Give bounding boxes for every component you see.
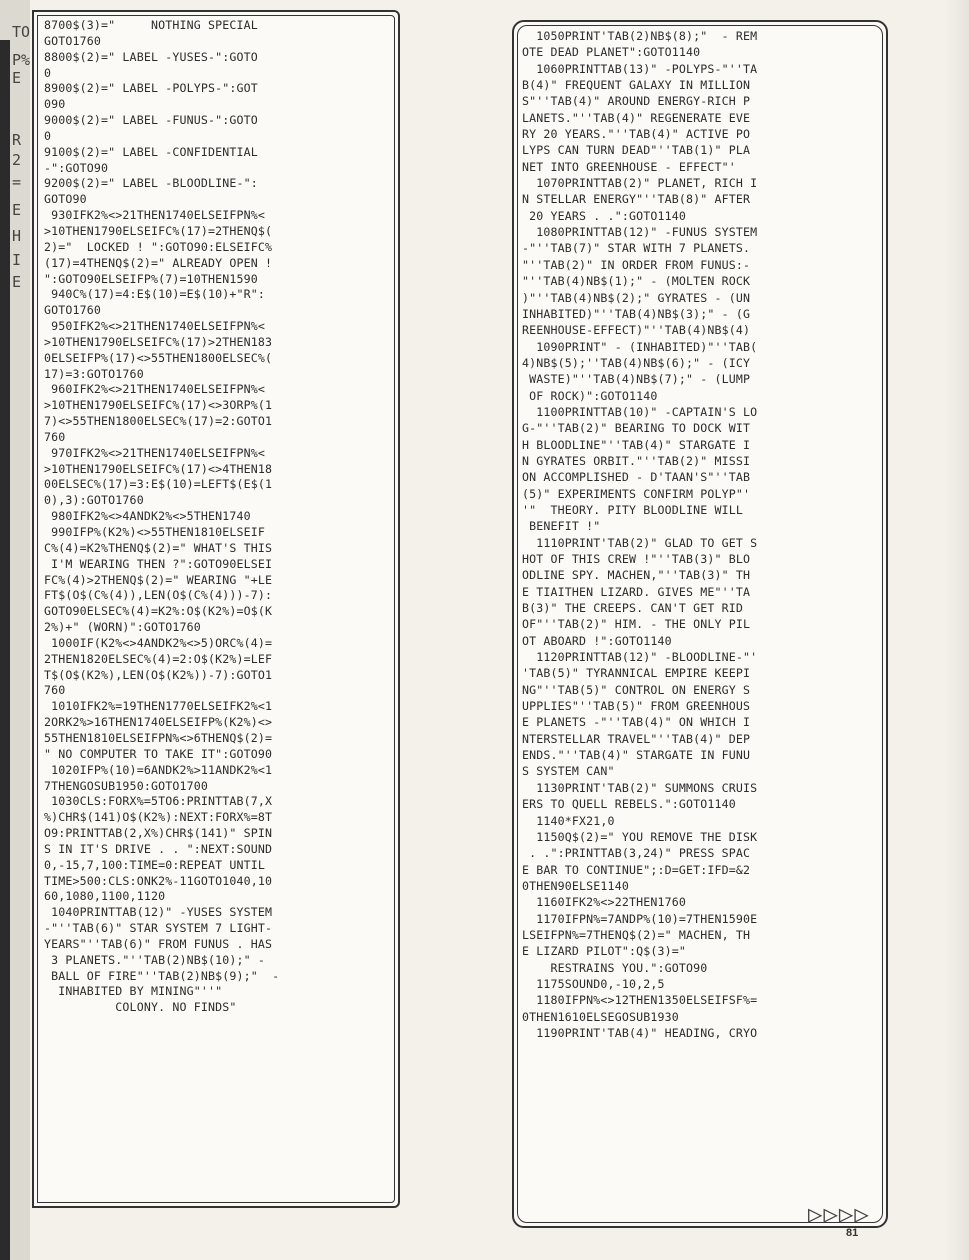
code-line: 1050PRINT'TAB(2)NB$(8);" - REM [522, 29, 758, 43]
code-line: BALL OF FIRE"''TAB(2)NB$(9);" - [44, 968, 280, 983]
code-line: S SYSTEM CAN" [522, 764, 615, 779]
code-line: 980IFK2%<>4ANDK2%<>5THEN1740 [44, 509, 251, 524]
facing-page-text-fragment: E [12, 273, 22, 291]
code-line: OF"''TAB(2)" HIM. - THE ONLY PIL [522, 617, 751, 632]
code-line: ERS TO QUELL REBELS.":GOTO1140 [522, 797, 736, 812]
code-line: GOTO90ELSEC%(4)=K2%:O$(K2%)=O$(K [44, 604, 273, 619]
code-line: 2%)+" (WORN)":GOTO1760 [44, 620, 201, 635]
code-line: 8800$(2)=" LABEL -YUSES-":GOTO [44, 49, 258, 64]
code-line: 9100$(2)=" LABEL -CONFIDENTIAL [44, 144, 258, 159]
code-line: 3 PLANETS."''TAB(2)NB$(10);" - [44, 952, 266, 967]
code-line: 0),3):GOTO1760 [44, 493, 144, 508]
code-line: >10THEN1790ELSEIFC%(17)<>4THEN18 [44, 461, 273, 476]
code-line: >10THEN1790ELSEIFC%(17)<>3ORP%(1 [44, 398, 273, 413]
code-line: YEARS"''TAB(6)" FROM FUNUS . HAS [44, 936, 273, 951]
code-line: GOTO1760 [44, 303, 102, 318]
code-line: 1120PRINTTAB(12)" -BLOODLINE-"' [522, 650, 758, 665]
code-line: 20 YEARS . .":GOTO1140 [522, 208, 686, 223]
code-line: 1100PRINTTAB(10)" -CAPTAIN'S LO [522, 404, 758, 419]
code-line: 1110PRINT'TAB(2)" GLAD TO GET S [522, 535, 758, 550]
page-number: 81 [846, 1227, 859, 1239]
code-line: N STELLAR ENERGY"''TAB(8)" AFTER [522, 192, 751, 207]
code-line: "''TAB(2)" IN ORDER FROM FUNUS:- [522, 257, 751, 272]
code-line: 960IFK2%<>21THEN1740ELSEIFPN%< [44, 382, 266, 397]
code-line: REENHOUSE-EFFECT)"''TAB(4)NB$(4) [522, 323, 751, 338]
code-line: )"''TAB(4)NB$(2);" GYRATES - (UN [522, 290, 751, 305]
code-line: -":GOTO90 [44, 160, 109, 175]
code-line: GOTO1760 [44, 33, 102, 48]
code-line: 1160IFK2%<>22THEN1760 [522, 895, 686, 910]
code-line: >10THEN1790ELSEIFC%(17)>2THEN183 [44, 334, 273, 349]
facing-page-text-fragment: E [12, 201, 22, 219]
facing-page-text-fragment: E [12, 69, 22, 87]
code-line: 090 [44, 97, 66, 112]
previous-page-edge [0, 0, 30, 1260]
code-line: LYPS CAN TURN DEAD"''TAB(1)" PLA [522, 143, 751, 158]
code-line: 8700$(3)=" NOTHING SPECIAL [44, 18, 258, 32]
right-program-listing [512, 20, 888, 1228]
code-line: FC%(4)>2THENQ$(2)=" WEARING "+LE [44, 572, 273, 587]
code-line: 930IFK2%<>21THEN1740ELSEIFPN%< [44, 208, 266, 223]
code-line: NET INTO GREENHOUSE - EFFECT"' [522, 159, 736, 174]
code-line: 7THENGOSUB1950:GOTO1700 [44, 778, 208, 793]
code-line: -"''TAB(7)" STAR WITH 7 PLANETS. [522, 241, 751, 256]
code-line: I'M WEARING THEN ?":GOTO90ELSEI [44, 556, 273, 571]
facing-page-text-fragment: R [12, 131, 22, 149]
code-line: 1010IFK2%=19THEN1770ELSEIFK2%<1 [44, 699, 273, 714]
code-line: NG"''TAB(5)" CONTROL ON ENERGY S [522, 682, 751, 697]
code-line: GOTO90 [44, 192, 87, 207]
code-line: . .":PRINTTAB(3,24)" PRESS SPAC [522, 846, 751, 861]
code-line: RY 20 YEARS."''TAB(4)" ACTIVE PO [522, 127, 751, 142]
code-line: 4)NB$(5);''TAB(4)NB$(6);" - (ICY [522, 355, 751, 370]
code-line: B(3)" THE CREEPS. CAN'T GET RID [522, 601, 744, 616]
code-line: E PLANETS -"''TAB(4)" ON WHICH I [522, 715, 751, 730]
code-line: 0THEN1610ELSEGOSUB1930 [522, 1009, 679, 1024]
code-line: 760 [44, 683, 66, 698]
code-line: 1030CLS:FORX%=5TO6:PRINTTAB(7,X [44, 794, 273, 809]
code-line: WASTE)"''TAB(4)NB$(7);" - (LUMP [522, 372, 751, 387]
code-line: T$(O$(K2%),LEN(O$(K2%))-7):GOTO1 [44, 667, 273, 682]
code-line: LSEIFPN%=7THENQ$(2)=" MACHEN, TH [522, 927, 751, 942]
code-line: 1020IFP%(10)=6ANDK2%>11ANDK2%<1 [44, 762, 273, 777]
code-line: 9200$(2)=" LABEL -BLOODLINE-": [44, 176, 258, 191]
continue-arrows-icon: ▷▷▷▷ [808, 1200, 870, 1228]
facing-page-text-fragment: H [12, 227, 22, 245]
code-line: '" THEORY. PITY BLOODLINE WILL [522, 502, 744, 517]
code-line: 2)=" LOCKED ! ":GOTO90:ELSEIFC% [44, 239, 273, 254]
code-line: 990IFP%(K2%)<>55THEN1810ELSEIF [44, 525, 266, 539]
code-line: ODLINE SPY. MACHEN,"''TAB(3)" TH [522, 568, 751, 583]
code-line: E BAR TO CONTINUE";:D=GET:IFD=&2 [522, 862, 751, 877]
code-line: 1080PRINTTAB(12)" -FUNUS SYSTEM [522, 225, 758, 240]
code-line: 950IFK2%<>21THEN1740ELSEIFPN%< [44, 319, 266, 334]
code-line: S IN IT'S DRIVE . . ":NEXT:SOUND [44, 841, 273, 856]
code-line: ON ACCOMPLISHED - D'TAAN'S"''TAB [522, 470, 751, 485]
code-line: C%(4)=K2%THENQ$(2)=" WHAT'S THIS [44, 540, 273, 555]
code-line: (5)" EXPERIMENTS CONFIRM POLYP"' [522, 486, 751, 501]
binding-shadow [0, 40, 10, 1260]
code-line: 0 [44, 65, 52, 80]
code-line: 'TAB(5)" TYRANNICAL EMPIRE KEEPI [522, 666, 751, 681]
code-line: N GYRATES ORBIT."''TAB(2)" MISSI [522, 453, 751, 468]
code-line: FT$(O$(C%(4)),LEN(O$(C%(4)))-7): [44, 588, 273, 603]
code-line: 0 [44, 128, 52, 143]
code-line: 0,-15,7,100:TIME=0:REPEAT UNTIL [44, 857, 266, 872]
code-line: 1060PRINTTAB(13)" -POLYPS-"''TA [522, 61, 758, 76]
code-line: RESTRAINS YOU.":GOTO90 [522, 960, 708, 975]
code-line: H BLOODLINE"''TAB(4)" STARGATE I [522, 437, 751, 452]
code-line: LANETS."''TAB(4)" REGENERATE EVE [522, 110, 751, 125]
code-line: TIME>500:CLS:ONK2%-11GOTO1040,10 [44, 873, 273, 888]
facing-page-text-fragment: TO [12, 23, 30, 41]
right-listing-code [522, 28, 880, 1041]
code-line: 00ELSEC%(17)=3:E$(10)=LEFT$(E$(1 [44, 477, 273, 492]
code-line: 1070PRINTTAB(2)" PLANET, RICH I [522, 176, 758, 191]
code-line: 0ELSEIFP%(17)<>55THEN1800ELSEC%( [44, 350, 273, 365]
facing-page-text-fragment: I [12, 251, 22, 269]
code-line: INHABITED)"''TAB(4)NB$(3);" - (G [522, 306, 751, 321]
code-line: 2ORK2%>16THEN1740ELSEIFP%(K2%)<> [44, 715, 273, 730]
code-line: 1150Q$(2)=" YOU REMOVE THE DISK [522, 829, 758, 844]
left-listing-code [44, 18, 392, 1016]
code-line: 940C%(17)=4:E$(10)=E$(10)+"R": [44, 287, 266, 302]
code-line: 60,1080,1100,1120 [44, 889, 166, 904]
code-line: 8900$(2)=" LABEL -POLYPS-":GOT [44, 81, 258, 96]
code-line: OT ABOARD !":GOTO1140 [522, 633, 672, 648]
code-line: -"''TAB(6)" STAR SYSTEM 7 LIGHT- [44, 921, 273, 936]
code-line: S"''TAB(4)" AROUND ENERGY-RICH P [522, 94, 751, 109]
code-line: 55THEN1810ELSEIFPN%<>6THENQ$(2)= [44, 730, 273, 745]
code-line: B(4)" FREQUENT GALAXY IN MILLION [522, 78, 751, 93]
code-line: O9:PRINTTAB(2,X%)CHR$(141)" SPIN [44, 826, 273, 841]
code-line: 1040PRINTTAB(12)" -YUSES SYSTEM [44, 905, 273, 920]
code-line: " NO COMPUTER TO TAKE IT":GOTO90 [44, 746, 273, 761]
code-line: BENEFIT !" [522, 519, 601, 534]
code-line: UPPLIES"''TAB(5)" FROM GREENHOUS [522, 699, 751, 714]
code-line: 9000$(2)=" LABEL -FUNUS-":GOTO [44, 113, 258, 128]
facing-page-text-fragment: 2 [12, 151, 22, 169]
code-line: 1000IF(K2%<>4ANDK2%<>5)ORC%(4)= [44, 635, 273, 650]
code-line: 0THEN90ELSE1140 [522, 878, 629, 893]
facing-page-text-fragment: P% [12, 51, 30, 69]
code-line: 1180IFPN%<>12THEN1350ELSEIFSF%= [522, 993, 758, 1008]
code-line: 970IFK2%<>21THEN1740ELSEIFPN%< [44, 445, 266, 460]
page-edge-shade [945, 0, 969, 1260]
code-line: %)CHR$(141)O$(K2%):NEXT:FORX%=8T [44, 810, 273, 825]
code-line: OTE DEAD PLANET":GOTO1140 [522, 45, 701, 60]
code-line: 1170IFPN%=7ANDP%(10)=7THEN1590E [522, 911, 758, 926]
code-line: "''TAB(4)NB$(1);" - (MOLTEN ROCK [522, 274, 751, 289]
code-line: 1130PRINT'TAB(2)" SUMMONS CRUIS [522, 780, 758, 795]
code-line: 1175SOUND0,-10,2,5 [522, 976, 665, 991]
code-line: 17)=3:GOTO1760 [44, 366, 144, 381]
code-line: (17)=4THENQ$(2)=" ALREADY OPEN ! [44, 255, 273, 270]
code-line: ENDS."''TAB(4)" STARGATE IN FUNU [522, 748, 751, 763]
code-line: 1090PRINT" - (INHABITED)"''TAB( [522, 339, 758, 354]
code-line: INHABITED BY MINING"''" [44, 984, 223, 999]
left-program-listing [32, 10, 400, 1208]
code-line: 7)<>55THEN1800ELSEC%(17)=2:GOTO1 [44, 414, 273, 429]
code-line: 2THEN1820ELSEC%(4)=2:O$(K2%)=LEF [44, 651, 273, 666]
code-line: E LIZARD PILOT":Q$(3)=" [522, 944, 686, 959]
code-line: OF ROCK)":GOTO1140 [522, 388, 658, 403]
code-line: HOT OF THIS CREW !"''TAB(3)" BLO [522, 552, 751, 566]
code-line: 1190PRINT'TAB(4)" HEADING, CRYO [522, 1025, 758, 1040]
code-line: G-"''TAB(2)" BEARING TO DOCK WIT [522, 421, 751, 436]
code-line: 1140*FX21,0 [522, 813, 615, 828]
code-line: NTERSTELLAR TRAVEL"''TAB(4)" DEP [522, 731, 751, 746]
code-line: ":GOTO90ELSEIFP%(7)=10THEN1590 [44, 271, 258, 286]
code-line: 760 [44, 429, 66, 444]
code-line: >10THEN1790ELSEIFC%(17)=2THENQ$( [44, 223, 273, 238]
code-line: E TIAITHEN LIZARD. GIVES ME"''TA [522, 584, 751, 599]
code-line: COLONY. NO FINDS" [44, 1000, 237, 1015]
facing-page-text-fragment: = [12, 173, 22, 191]
